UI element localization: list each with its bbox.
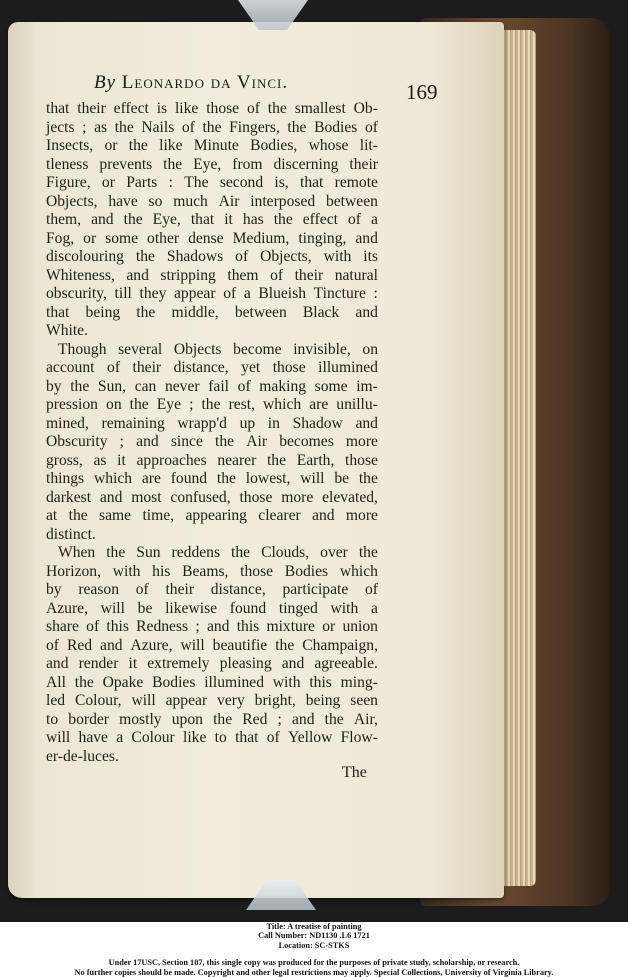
text-line: that being the middle, between Black and [46,303,378,321]
text-line: darkest and most confused, those more elevated, [46,488,378,506]
text-line: er-de-luces. [46,747,119,765]
text-line: will have a Colour like to that of Yellow Flow- [46,729,378,746]
footer-location: Location: SC-STKS [278,940,350,950]
text-line: Obscurity ; and since the Air becomes more [46,433,378,450]
text-line: tleness prevents the Eye, from discerning their [46,155,378,173]
text-line: White. [46,322,88,339]
text-line: share of this Redness ; and this mixture or union [46,618,378,635]
text-line: things which are found the lowest, will be the [46,470,378,487]
text-line: led Colour, will appear very bright, being seen [46,692,378,709]
text-line: mined, remaining wrapp'd up in Shadow and [46,414,378,432]
text-line: to border mostly upon the Red ; and the Air, [46,710,378,728]
running-head-prefix: By [94,72,117,93]
text-line: account of their distance, yet those illumined [46,359,378,376]
text-line: by the Sun, can never fail of making some im- [46,377,378,395]
text-line: Though several Objects become invisible, on [58,340,378,358]
text-line: Whiteness, and stripping them of their natural [46,266,378,284]
text-line: gross, as it approaches nearer the Earth, those [46,451,378,469]
text-line: Figure, or Parts : The second is, that remote [46,174,378,191]
running-head-name: Leonardo da Vinci. [121,72,289,93]
text-line: that their effect is like those of the smallest Ob- [46,100,378,117]
text-line: Azure, will be likewise found tinged with a [46,599,378,617]
text-line: them, and the Eye, that it has the effect of a [46,211,378,228]
text-line: Horizon, with his Beams, those Bodies which [46,562,378,580]
catchword: The [342,764,367,781]
text-line: discolouring the Shadows of Objects, with its [46,248,378,265]
text-line: All the Opake Bodies illumined with this ming- [46,673,378,691]
body-text [46,100,378,766]
text-line: When the Sun reddens the Clouds, over the [58,544,378,561]
text-line: Insects, or the like Minute Bodies, whose lit- [46,137,378,154]
footer-call-number: Call Number: ND1130 .L6 1721 [258,931,370,941]
text-line: pression on the Eye ; the rest, which are unillu- [46,396,378,413]
running-head [94,72,288,94]
text-line: by reason of their distance, participate of [46,581,378,598]
text-line: jects ; as the Nails of the Fingers, the Bodies of [46,118,378,136]
footer-notice-line-2: No further copies should be made. Copyright and other legal restrictions may apply. Special Collections, University of Virginia Library. [74,967,554,977]
library-footer [0,922,628,977]
text-line: Objects, have so much Air interposed between [46,192,378,210]
text-line: Fog, or some other dense Medium, tinging, and [46,229,378,247]
text-line: and render it extremely pleasing and agreeable. [46,655,378,672]
footer-title: Title: A treatise of painting [266,922,362,931]
page-number: 169 [406,80,438,104]
text-line: obscurity, till they appear of a Blueish Tincture : [46,285,378,302]
text-line: distinct. [46,525,96,543]
text-line: of Red and Azure, will beautifie the Champaign, [46,636,378,654]
text-line: at the same time, appearing clearer and more [46,507,378,524]
footer-notice-line-1: Under 17USC, Section 107, this single copy was produced for the purposes of private study, scholarship, or research. [108,958,520,968]
